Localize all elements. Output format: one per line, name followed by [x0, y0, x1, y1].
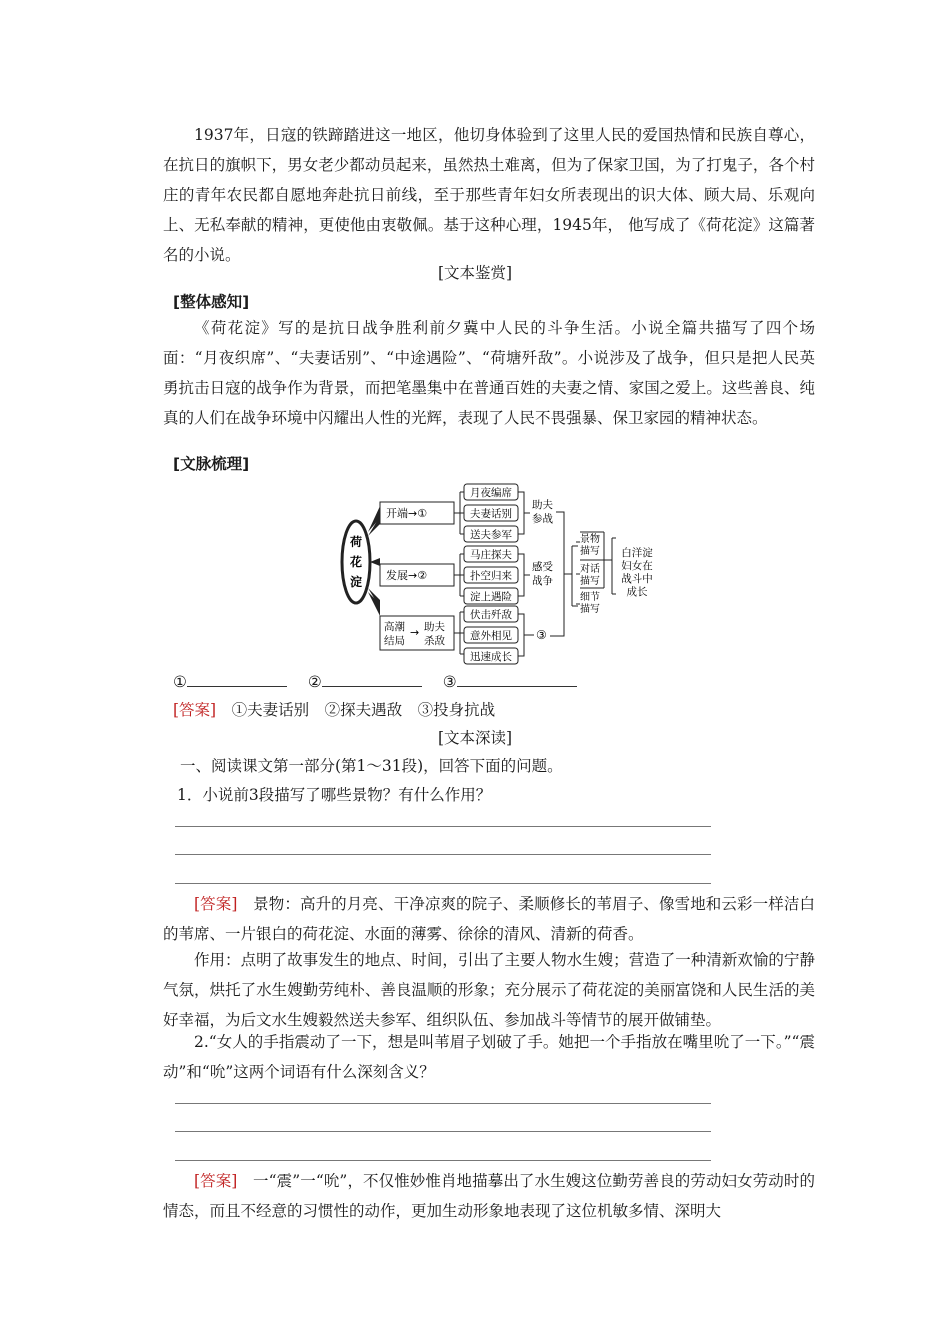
method-scenery-a: 景物 — [580, 534, 600, 545]
q1-answer-text-1: 景物：高升的月亮、干净凉爽的院子、柔顺修长的苇眉子、像雪地和云彩一样洁白的苇席、一片银白的荷花淀、水面的薄雾、徐徐的清风、清新的荷香。 — [163, 895, 815, 943]
event-6: 淀上遇险 — [470, 591, 512, 603]
answer-line[interactable] — [175, 1131, 711, 1132]
event-7: 伏击歼敌 — [470, 609, 512, 621]
diagram-root-char: 荷 — [349, 535, 363, 549]
method-detail-a: 细节 — [580, 592, 600, 603]
question-1: 1．小说前3段描写了哪些景物？有什么作用？ — [177, 786, 492, 804]
q2-answer-paragraph — [163, 1166, 815, 1226]
diagram-root-char: 花 — [349, 555, 363, 569]
method-scenery-b: 描写 — [580, 546, 600, 557]
question-2: 2.“女人的手指震动了一下，想是叫苇眉子划破了手。她把一个手指放在嘴里吮了一下。”“震动”和“吮”这两个词语有什么深刻含义？ — [163, 1033, 815, 1081]
blank-label-3: ③ — [442, 673, 457, 691]
section-title-text-appreciation: [文本鉴赏] — [437, 264, 513, 282]
blank-line-2[interactable] — [322, 670, 422, 687]
answer-line[interactable] — [175, 1103, 711, 1104]
stage-beginning: 开端→① — [386, 507, 428, 520]
answer-line[interactable] — [175, 883, 711, 884]
answer-line[interactable] — [175, 1160, 711, 1161]
stage3-kill-enemy: 杀敌 — [424, 635, 445, 647]
stage-climax: 高潮 — [384, 621, 405, 633]
event-1: 月夜编席 — [470, 487, 512, 499]
method-dialogue-b: 描写 — [580, 576, 600, 587]
heading-structure: [文脉梳理] — [173, 455, 250, 473]
structure-answer-text: ①夫妻话别 ②探夫遇敌 ③投身抗战 — [231, 701, 496, 719]
event-3: 送夫参军 — [470, 529, 512, 541]
event-2: 夫妻话别 — [470, 508, 512, 520]
event-4: 马庄探夫 — [470, 549, 512, 561]
group1-label-a: 助夫 — [532, 499, 553, 511]
q1-answer-paragraph-1 — [163, 889, 815, 949]
stage3-arrow: → — [410, 626, 420, 639]
q2-answer-text: 一“震”一“吮”，不仅惟妙惟肖地描摹出了水生嫂这位勤劳善良的劳动妇女劳动时的情态，而且不经意的习惯性的动作，更加生动形象地表现了这位机敏多情、深明大 — [163, 1172, 815, 1220]
stage3-help-husband: 助夫 — [424, 621, 445, 633]
answer-line[interactable] — [175, 826, 711, 827]
event-9: 迅速成长 — [470, 651, 512, 663]
event-5: 扑空归来 — [470, 570, 512, 582]
answer-tag: [答案] — [173, 701, 217, 719]
blank-label-2: ② — [307, 673, 322, 691]
section-title-deep-reading: [文本深读] — [437, 729, 513, 747]
answer-tag: [答案] — [194, 1172, 238, 1190]
stage-development: 发展→② — [386, 569, 428, 582]
method-detail-b: 描写 — [580, 604, 600, 615]
event-8: 意外相见 — [470, 630, 512, 642]
stage-ending: 结局 — [384, 635, 405, 647]
method-dialogue-a: 对话 — [580, 564, 600, 575]
structure-diagram — [334, 476, 674, 668]
diagram-root-char: 淀 — [349, 575, 363, 589]
group3-blank-label: ③ — [536, 628, 547, 642]
overall-paragraph: 《荷花淀》写的是抗日战争胜利前夕冀中人民的斗争生活。小说全篇共描写了四个场面：“月夜织席”、“夫妻话别”、“中途遇险”、“荷塘歼敌”。小说涉及了战争，但只是把人民英勇抗击日寇的战争作为背景，而把笔墨集中在普通百姓的夫妻之情、家国之爱上。这些善良、纯真的人们在战争环境中闪耀出人性的光辉，表现了人民不畏强暴、保卫家园的精神状态。 — [163, 319, 815, 427]
fill-in-blanks — [173, 670, 593, 694]
blank-label-1: ① — [173, 673, 187, 691]
part1-instruction: 一、阅读课文第一部分(第1～31段)，回答下面的问题。 — [180, 757, 563, 775]
heading-overall-perception: [整体感知] — [173, 293, 250, 311]
answer-tag: [答案] — [194, 895, 238, 913]
blank-line-1[interactable] — [187, 670, 287, 687]
blank-line-3[interactable] — [457, 670, 577, 687]
answer-line[interactable] — [175, 854, 711, 855]
intro-paragraph: 1937年，日寇的铁蹄踏进这一地区，他切身体验到了这里人民的爱国热情和民族自尊心，在抗日的旗帜下，男女老少都动员起来，虽然热土难离，但为了保家卫国，为了打鬼子，各个村庄的青年农民都自愿地奔赴抗日前线，至于那些青年妇女所表现出的识大体、顾大局、乐观向上、无私奉献的精神，更使他由衷敬佩。基于这种心理，1945年， 他写成了《荷花淀》这篇著名的小说。 — [163, 126, 815, 264]
q1-answer-paragraph-2: 作用：点明了故事发生的地点、时间，引出了主要人物水生嫂；营造了一种清新欢愉的宁静气氛，烘托了水生嫂勤劳纯朴、善良温顺的形象；充分展示了荷花淀的美丽富饶和人民生活的美好幸福，为后文水生嫂毅然送夫参军、组织队伍、参加战斗等情节的展开做铺垫。 — [163, 951, 815, 1029]
result-line-2: 妇女在 — [621, 560, 653, 572]
group2-label-b: 战争 — [532, 575, 553, 587]
group1-label-b: 参战 — [532, 513, 553, 525]
group2-label-a: 感受 — [532, 561, 553, 573]
result-line-4: 成长 — [626, 586, 648, 598]
result-line-3: 战斗中 — [621, 573, 653, 585]
structure-answer — [173, 695, 815, 725]
result-line-1: 白洋淀 — [621, 547, 653, 559]
